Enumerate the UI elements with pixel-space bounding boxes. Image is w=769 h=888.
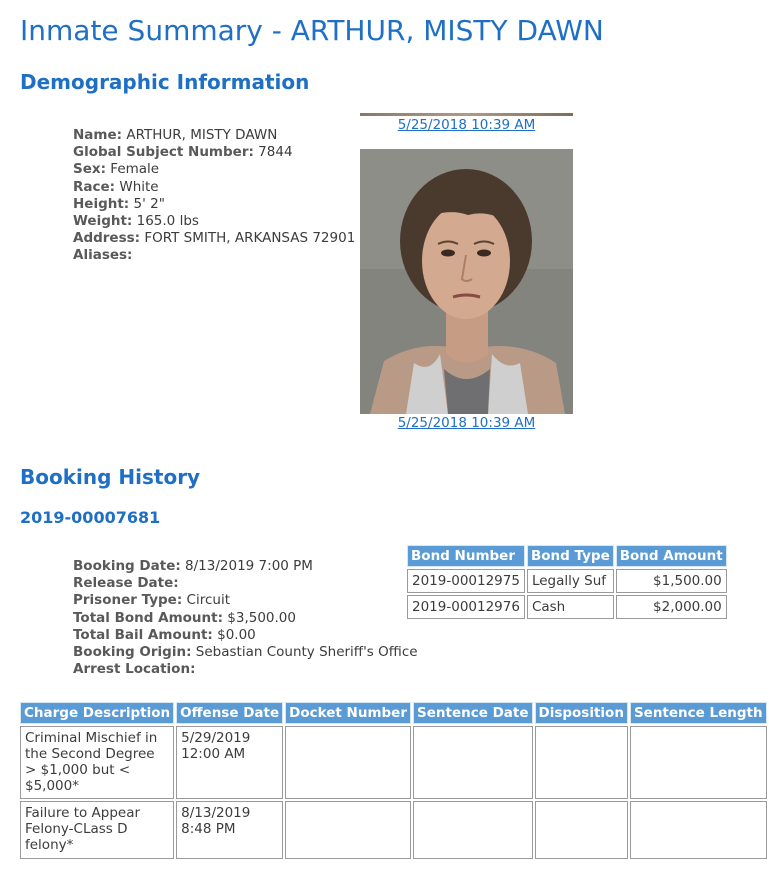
bond-amount-cell: $1,500.00 — [616, 569, 727, 593]
bond-row — [407, 569, 727, 593]
sex-row: Sex: Female — [73, 161, 160, 178]
prisoner-type-row: Prisoner Type: Circuit — [73, 592, 230, 609]
address-value: FORT SMITH, ARKANSAS 72901 — [144, 230, 356, 247]
total-bail-amount-value: $0.00 — [217, 626, 256, 643]
docket-number-cell — [285, 726, 411, 799]
bond-type-cell: Legally Suf — [527, 569, 614, 593]
bond-number-header: Bond Number — [407, 545, 525, 567]
bond-table — [405, 543, 729, 621]
bond-row — [407, 595, 727, 619]
aliases-row: Aliases: — [73, 247, 133, 264]
bond-type-header: Bond Type — [527, 545, 614, 567]
global-subject-number-value: 7844 — [258, 144, 293, 161]
prisoner-type-value: Circuit — [186, 592, 230, 609]
bond-header-row — [407, 545, 727, 567]
offense-date-header: Offense Date — [176, 702, 283, 724]
demographic-info — [73, 127, 355, 265]
page-title: Inmate Summary - ARTHUR, MISTY DAWN — [20, 14, 604, 47]
booking-origin-row: Booking Origin: Sebastian County Sheriff's Office — [73, 644, 418, 661]
sentence-length-cell — [630, 801, 767, 859]
race-row: Race: White — [73, 178, 159, 195]
charge-description-cell: Criminal Mischief in the Second Degree > $1,000 but < $5,000* — [20, 726, 174, 799]
weight-value: 165.0 lbs — [136, 213, 199, 230]
release-date-row: Release Date: — [73, 575, 179, 592]
mugshot-illustration — [360, 149, 573, 414]
bond-number-cell: 2019-00012976 — [407, 595, 525, 619]
booking-history-heading: Booking History — [20, 465, 201, 489]
charge-description-header: Charge Description — [20, 702, 174, 724]
sentence-length-cell — [630, 726, 767, 799]
disposition-header: Disposition — [535, 702, 628, 724]
race-value: White — [119, 178, 159, 195]
bond-type-cell: Cash — [527, 595, 614, 619]
bond-number-cell: 2019-00012975 — [407, 569, 525, 593]
mugshot-photo[interactable] — [360, 149, 573, 414]
sentence-length-header: Sentence Length — [630, 702, 767, 724]
booking-date-value: 8/13/2019 7:00 PM — [185, 558, 313, 574]
height-value: 5' 2" — [133, 195, 165, 212]
photo-date-link[interactable]: 5/25/2018 10:39 AM — [397, 117, 536, 133]
booking-date-row: Booking Date: 8/13/2019 7:00 PM — [73, 558, 313, 574]
charge-row — [20, 726, 767, 799]
sentence-date-cell — [413, 726, 533, 799]
address-row: Address: FORT SMITH, ARKANSAS 72901 — [73, 230, 356, 247]
name-value: ARTHUR, MISTY DAWN — [126, 127, 278, 143]
photo-date-link[interactable]: 5/25/2018 10:39 AM — [397, 415, 536, 431]
charge-description-cell: Failure to Appear Felony-CLass D felony* — [20, 801, 174, 859]
sex-value: Female — [110, 161, 160, 178]
charge-row — [20, 801, 767, 859]
weight-row: Weight: 165.0 lbs — [73, 213, 199, 230]
bond-amount-header: Bond Amount — [616, 545, 727, 567]
bond-amount-cell: $2,000.00 — [616, 595, 727, 619]
previous-mugshot-photo[interactable] — [360, 113, 573, 116]
booking-number-heading: 2019-00007681 — [20, 508, 161, 527]
total-bond-amount-value: $3,500.00 — [227, 609, 296, 626]
name-row: Name: ARTHUR, MISTY DAWN — [73, 127, 278, 143]
demographic-heading: Demographic Information — [20, 70, 310, 94]
offense-date-cell: 5/29/2019 12:00 AM — [176, 726, 283, 799]
disposition-cell — [535, 801, 628, 859]
total-bail-amount-row: Total Bail Amount: $0.00 — [73, 626, 256, 643]
arrest-location-row: Arrest Location: — [73, 661, 196, 678]
sentence-date-header: Sentence Date — [413, 702, 533, 724]
disposition-cell — [535, 726, 628, 799]
offense-date-cell: 8/13/2019 8:48 PM — [176, 801, 283, 859]
charges-header-row — [20, 702, 767, 724]
charges-table — [18, 700, 769, 861]
docket-number-cell — [285, 801, 411, 859]
height-row: Height: 5' 2" — [73, 195, 165, 212]
global-subject-number-row: Global Subject Number: 7844 — [73, 144, 293, 161]
docket-number-header: Docket Number — [285, 702, 411, 724]
booking-info — [73, 558, 418, 678]
sentence-date-cell — [413, 801, 533, 859]
total-bond-amount-row: Total Bond Amount: $3,500.00 — [73, 609, 296, 626]
booking-origin-value: Sebastian County Sheriff's Office — [195, 644, 418, 661]
